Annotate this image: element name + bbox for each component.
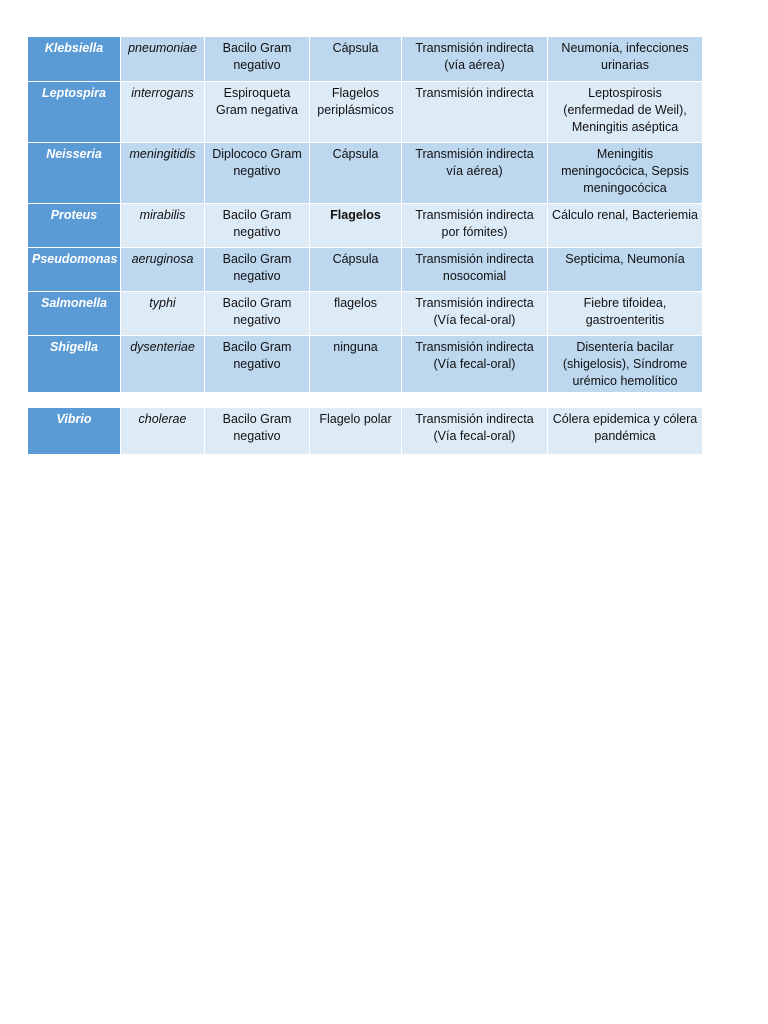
virulence-cell: Cápsula [310,143,402,204]
bacteria-table-continued [27,407,703,455]
table-row [28,292,703,336]
disease-cell: Septicima, Neumonía [548,248,703,292]
disease-cell: Fiebre tifoidea, gastroenteritis [548,292,703,336]
disease-cell: Cólera epidemica y cólera pandémica [548,408,703,455]
transmission-cell: Transmisión indirecta [402,82,548,143]
species-cell: dysenteriae [121,336,205,393]
morphology-cell: Bacilo Gram negativo [205,408,310,455]
table-row [28,204,703,248]
transmission-cell: Transmisión indirecta nosocomial [402,248,548,292]
species-cell: mirabilis [121,204,205,248]
species-cell: meningitidis [121,143,205,204]
morphology-cell: Bacilo Gram negativo [205,292,310,336]
species-cell: pneumoniae [121,37,205,82]
species-cell: aeruginosa [121,248,205,292]
genus-cell: Vibrio [28,408,121,455]
transmission-cell: Transmisión indirecta vía aérea) [402,143,548,204]
virulence-cell: ninguna [310,336,402,393]
bacteria-table [27,36,703,393]
virulence-cell: flagelos [310,292,402,336]
transmission-cell: Transmisión indirecta por fómites) [402,204,548,248]
virulence-cell: Flagelo polar [310,408,402,455]
transmission-cell: Transmisión indirecta (Vía fecal-oral) [402,408,548,455]
disease-cell: Disentería bacilar (shigelosis), Síndrome urémico hemolítico [548,336,703,393]
genus-cell: Salmonella [28,292,121,336]
morphology-cell: Bacilo Gram negativo [205,248,310,292]
morphology-cell: Bacilo Gram negativo [205,204,310,248]
transmission-cell: Transmisión indirecta (vía aérea) [402,37,548,82]
transmission-cell: Transmisión indirecta (Vía fecal-oral) [402,292,548,336]
genus-cell: Neisseria [28,143,121,204]
table-row [28,82,703,143]
table-row [28,336,703,393]
virulence-cell: Cápsula [310,37,402,82]
disease-cell: Neumonía, infecciones urinarias [548,37,703,82]
table-row [28,408,703,455]
disease-cell: Cálculo renal, Bacteriemia [548,204,703,248]
virulence-cell: Flagelos [310,204,402,248]
genus-cell: Shigella [28,336,121,393]
disease-cell: Meningitis meningocócica, Sepsis meningocócica [548,143,703,204]
table-row [28,143,703,204]
transmission-cell: Transmisión indirecta (Vía fecal-oral) [402,336,548,393]
table-row [28,248,703,292]
species-cell: interrogans [121,82,205,143]
virulence-cell: Flagelos periplásmicos [310,82,402,143]
genus-cell: Klebsiella [28,37,121,82]
morphology-cell: Diplococo Gram negativo [205,143,310,204]
table-row [28,37,703,82]
morphology-cell: Bacilo Gram negativo [205,336,310,393]
genus-cell: Proteus [28,204,121,248]
genus-cell: Leptospira [28,82,121,143]
genus-cell: Pseudomonas [28,248,121,292]
species-cell: cholerae [121,408,205,455]
disease-cell: Leptospirosis (enfermedad de Weil), Meningitis aséptica [548,82,703,143]
morphology-cell: Espiroqueta Gram negativa [205,82,310,143]
virulence-cell: Cápsula [310,248,402,292]
morphology-cell: Bacilo Gram negativo [205,37,310,82]
species-cell: typhi [121,292,205,336]
